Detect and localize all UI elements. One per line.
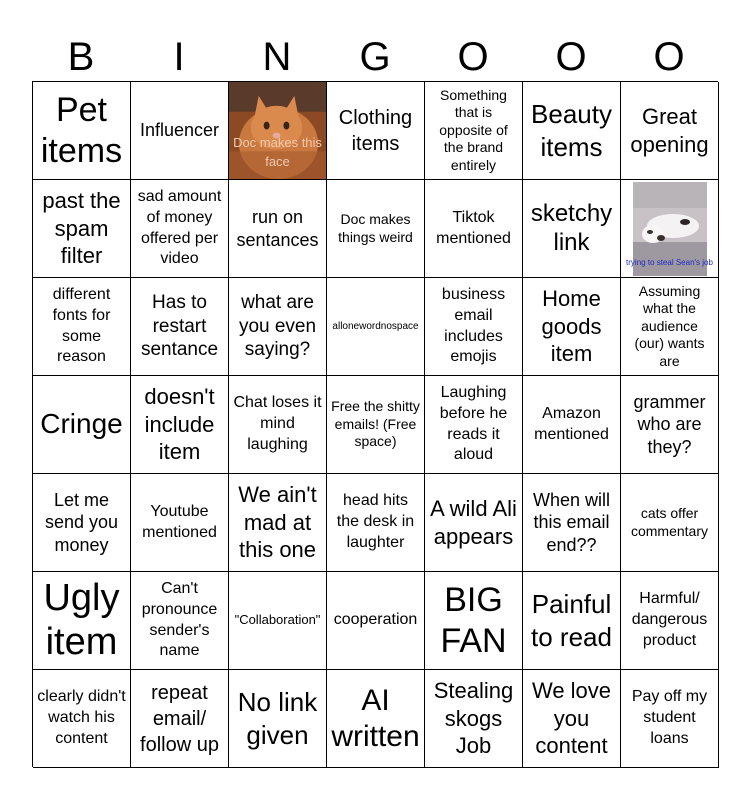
bingo-cell[interactable]	[327, 278, 425, 376]
bingo-cell[interactable]	[229, 474, 327, 572]
cell-text: Let me send you money	[44, 489, 119, 555]
bingo-cell[interactable]	[33, 670, 131, 768]
bingo-cell[interactable]	[621, 376, 719, 474]
cell-text: different fonts for some reason	[52, 285, 111, 366]
cell-text: Doc makes this face	[233, 135, 322, 169]
bingo-header	[32, 34, 718, 80]
cell-text: run on sentances	[236, 207, 319, 250]
cell-text: "Collaboration"	[234, 612, 321, 628]
bingo-cell[interactable]	[327, 376, 425, 474]
bingo-cell[interactable]	[327, 474, 425, 572]
cell-text: When will this email end??	[532, 489, 611, 555]
bingo-cell[interactable]	[621, 82, 719, 180]
cell-text: Chat loses it mind laughing	[233, 394, 322, 453]
cell-text: Harmful/ dangerous product	[631, 590, 708, 649]
bingo-cell[interactable]	[523, 376, 621, 474]
bingo-cell[interactable]	[425, 376, 523, 474]
cell-text: doesn't include item	[144, 384, 215, 465]
cell-text: Stealing skogs Job	[433, 678, 514, 759]
cell-text: business email includes emojis	[441, 285, 506, 366]
cell-text: A wild Ali appears	[430, 496, 517, 549]
cell-text: Doc makes things weird	[338, 211, 413, 245]
cell-text: Influencer	[139, 120, 220, 141]
header-letter: G	[359, 34, 391, 79]
bingo-cell[interactable]	[523, 82, 621, 180]
cell-text: Clothing items	[338, 106, 413, 155]
bingo-cell[interactable]	[425, 572, 523, 670]
cell-text: repeat email/ follow up	[140, 681, 219, 756]
header-letter: B	[67, 34, 95, 79]
bingo-cell[interactable]	[131, 474, 229, 572]
cell-text: Beauty items	[531, 99, 612, 162]
bingo-cell[interactable]	[425, 474, 523, 572]
cell-text: what are you even saying?	[238, 291, 317, 361]
bingo-cell[interactable]	[229, 670, 327, 768]
header-letter: N	[262, 34, 292, 79]
header-letter: O	[457, 34, 489, 79]
bingo-cell[interactable]	[131, 572, 229, 670]
bingo-cell[interactable]	[33, 376, 131, 474]
bingo-cell[interactable]	[327, 180, 425, 278]
cell-text: We love you content	[531, 678, 612, 759]
bingo-cell[interactable]	[621, 474, 719, 572]
cell-text: Free the shitty emails! (Free space)	[331, 398, 420, 450]
cell-text: We ain't mad at this one	[238, 482, 317, 563]
cell-text: Has to restart sentance	[140, 291, 219, 361]
cell-text: trying to steal Sean's job	[626, 257, 713, 267]
cell-text: BIG FAN	[440, 580, 507, 660]
bingo-cell[interactable]	[33, 278, 131, 376]
bingo-cell[interactable]	[33, 474, 131, 572]
cell-text: grammer who are they?	[633, 391, 706, 457]
cell-text: No link given	[237, 687, 318, 750]
header-letter: O	[653, 34, 685, 79]
bingo-cell[interactable]	[131, 82, 229, 180]
bingo-cell[interactable]	[523, 180, 621, 278]
cell-text: Assuming what the audience (our) wants are	[634, 282, 705, 369]
bingo-cell[interactable]	[523, 572, 621, 670]
header-letter: I	[173, 34, 185, 79]
bingo-cell[interactable]	[621, 670, 719, 768]
bingo-cell[interactable]	[131, 376, 229, 474]
bingo-cell[interactable]	[425, 670, 523, 768]
bingo-cell[interactable]	[327, 670, 425, 768]
bingo-cell[interactable]	[229, 572, 327, 670]
cell-text: sketchy link	[530, 199, 613, 256]
cell-text: Something that is opposite of the brand entirely	[439, 86, 508, 173]
bingo-cell[interactable]	[131, 180, 229, 278]
bingo-cell[interactable]	[229, 82, 327, 180]
bingo-cell[interactable]	[131, 278, 229, 376]
cell-text: Youtube mentioned	[142, 502, 217, 541]
header-letter: O	[555, 34, 587, 79]
bingo-cell[interactable]	[621, 180, 719, 278]
cell-text: Great opening	[630, 104, 709, 157]
bingo-cell[interactable]	[229, 376, 327, 474]
cell-text: sad amount of money offered per video	[137, 187, 222, 268]
cell-text: Can't pronounce sender's name	[141, 579, 218, 660]
bingo-cell[interactable]	[33, 82, 131, 180]
cell-text: Painful to read	[531, 589, 612, 652]
cell-text: Tiktok mentioned	[436, 208, 511, 247]
bingo-cell[interactable]	[523, 670, 621, 768]
cell-text: AI written	[331, 683, 420, 753]
cell-text: head hits the desk in laughter	[336, 492, 415, 551]
cell-text: Amazon mentioned	[534, 404, 609, 443]
cell-text: cats offer commentary	[630, 505, 709, 539]
cell-text: cooperation	[333, 611, 418, 629]
cell-text: allonewordnospace	[332, 321, 419, 332]
bingo-cell[interactable]	[229, 180, 327, 278]
bingo-cell[interactable]	[33, 572, 131, 670]
bingo-cell[interactable]	[425, 82, 523, 180]
bingo-grid	[32, 81, 718, 767]
cell-text: Cringe	[40, 408, 123, 440]
bingo-cell[interactable]	[229, 278, 327, 376]
bingo-cell[interactable]	[33, 180, 131, 278]
bingo-cell[interactable]	[131, 670, 229, 768]
bingo-cell[interactable]	[523, 278, 621, 376]
cell-text: Ugly item	[43, 576, 120, 663]
cell-text: clearly didn't watch his content	[37, 688, 126, 747]
bingo-cell[interactable]	[523, 474, 621, 572]
cell-text: Pet items	[40, 90, 123, 170]
cell-text: Pay off my student loans	[631, 688, 708, 747]
bingo-cell[interactable]	[425, 278, 523, 376]
cell-text: past the spam filter	[42, 188, 121, 269]
bingo-cell[interactable]	[621, 572, 719, 670]
bingo-cell[interactable]	[327, 572, 425, 670]
bingo-cell[interactable]	[425, 180, 523, 278]
cell-text: Laughing before he reads it aloud	[439, 383, 508, 464]
bingo-cell[interactable]	[327, 82, 425, 180]
cell-text: Home goods item	[541, 286, 602, 367]
bingo-cell[interactable]	[621, 278, 719, 376]
